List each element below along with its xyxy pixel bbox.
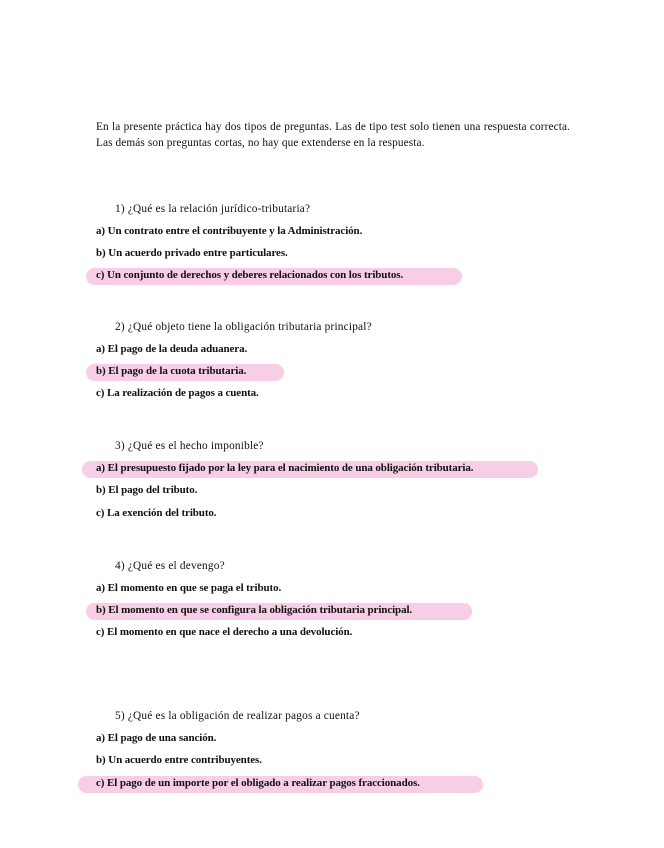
option-a: a) El pago de una sanción.: [96, 732, 217, 744]
question-title: 3) ¿Qué es el hecho imponible?: [115, 440, 264, 452]
question-title: 5) ¿Qué es la obligación de realizar pagos a cuenta?: [115, 710, 360, 722]
option-c: c) La realización de pagos a cuenta.: [96, 387, 259, 399]
option-a: a) El pago de la deuda aduanera.: [96, 343, 248, 355]
option-a: a) Un contrato entre el contribuyente y la Administración.: [96, 225, 363, 237]
option-b: b) El pago de la cuota tributaria.: [96, 365, 247, 377]
option-b: b) El pago del tributo.: [96, 484, 198, 496]
option-a: a) El momento en que se paga el tributo.: [96, 582, 282, 594]
question-title: 4) ¿Qué es el devengo?: [115, 560, 225, 572]
option-c: c) Un conjunto de derechos y deberes relacionados con los tributos.: [96, 269, 404, 281]
question-title: 2) ¿Qué objeto tiene la obligación tributaria principal?: [115, 321, 372, 333]
question-title: 1) ¿Qué es la relación jurídico-tributaria?: [115, 203, 311, 215]
option-c: c) El pago de un importe por el obligado a realizar pagos fraccionados.: [96, 777, 420, 789]
option-b: b) Un acuerdo privado entre particulares.: [96, 247, 288, 259]
option-a: a) El presupuesto fijado por la ley para el nacimiento de una obligación tributaria.: [96, 462, 474, 474]
option-b: b) Un acuerdo entre contribuyentes.: [96, 754, 262, 766]
intro-paragraph: En la presente práctica hay dos tipos de preguntas. Las de tipo test solo tienen una respuesta correcta. Las demás son preguntas cortas, no hay que extenderse en la respuesta.: [96, 121, 570, 149]
option-c: c) El momento en que nace el derecho a una devolución.: [96, 626, 353, 638]
option-b: b) El momento en que se configura la obligación tributaria principal.: [96, 604, 413, 616]
option-c: c) La exención del tributo.: [96, 507, 217, 519]
